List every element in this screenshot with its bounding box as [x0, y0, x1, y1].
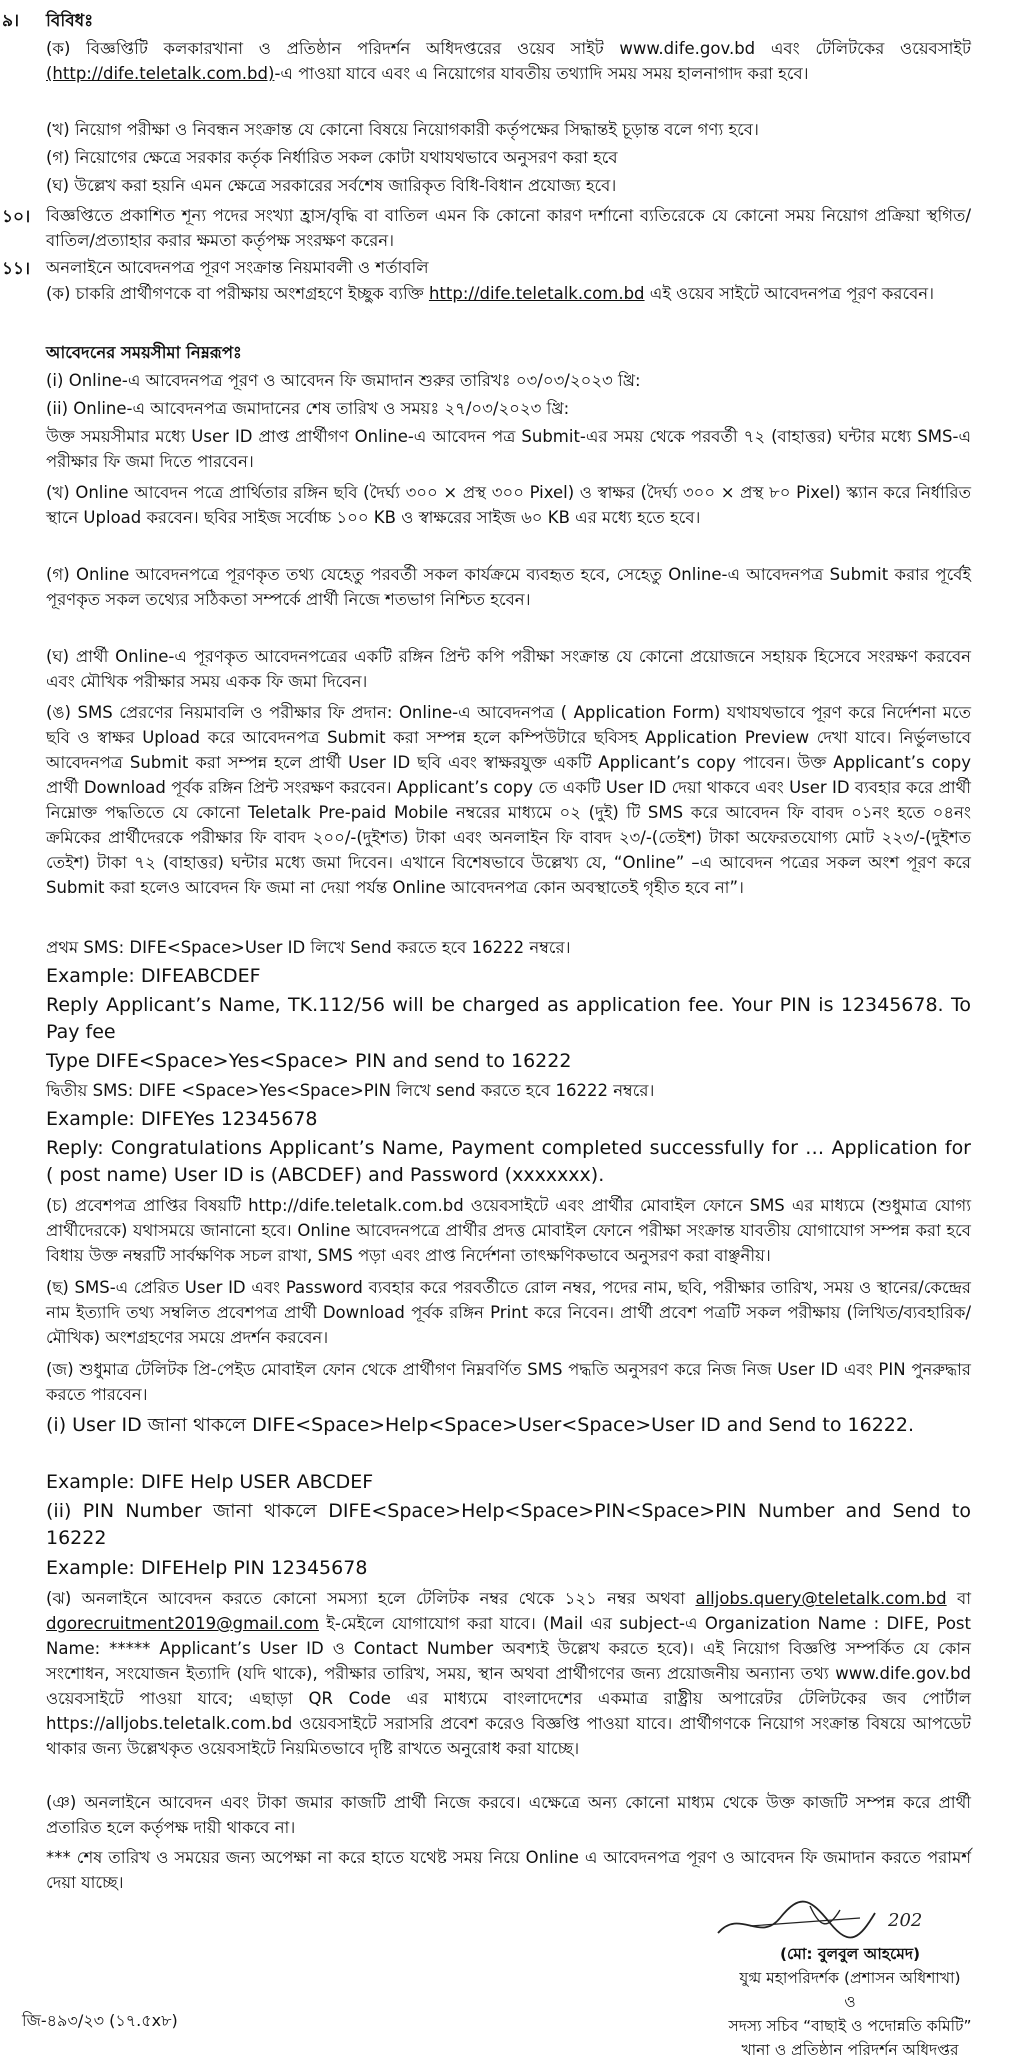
clause-9-ka: [46, 36, 971, 86]
clause-11-jha-mid: বা: [946, 1589, 971, 1608]
clause-11-jha-text-a: (ঝ) অনলাইনে আবেদন করতে কোনো সমস্যা হলে টেলিটক নম্বর থেকে ১২১ নম্বর অথবা: [46, 1589, 696, 1608]
clause-11-ka-text-a: (ক) চাকরি প্রার্থীগণকে বা পরীক্ষায় অংশগ্রহণে ইচ্ছুক ব্যক্তি: [46, 284, 429, 303]
timeline-end: (ii) Online-এ আবেদনপত্র জমাদানের শেষ তারিখ ও সময়ঃ ২৭/০৩/২০২৩ খ্রি:: [46, 399, 570, 418]
clause-9-kha: (খ) নিয়োগ পরীক্ষা ও নিবন্ধন সংক্রান্ত যে কোনো বিষয়ে নিয়োগকারী কর্তৃপক্ষের সিদ্ধান্তই চূড়ান্ত বলে গণ্য হবে।: [46, 120, 759, 139]
sms-reply-2: Reply: Congratulations Applicant’s Name, Payment completed successfully for … Application for ( post name) User ID is (ABCDEF) and Password (xxxxxxx).: [46, 1137, 971, 1186]
section-10-number: ১০।: [2, 207, 31, 227]
clause-11-kha: (খ) Online আবেদন পত্রে প্রার্থিতার রঙ্গিন ছবি (দৈর্ঘ্য ৩০০ × প্রস্থ ৩০০ Pixel) ও স্বাক্ষর (দৈর্ঘ্য ৩০০ × প্রস্থ ৮০ Pixel) স্ক্যান করে নির্ধারিত স্থানে Upload করবেন। ছবির সাইজ সর্বোচ্চ ১০০ KB ও স্বাক্ষরের সাইজ ৬০ KB এর মধ্যে হতে হবে।: [46, 483, 971, 527]
closing-advice: *** শেষ তারিখ ও সময়ের জন্য অপেক্ষা না করে হাতে যথেষ্ট সময় নিয়ে Online এ আবেদনপত্র পূরণ ও আবেদন ফি জমাদান করতে পরামর্শ দেয়া যাচ্ছে।: [46, 1848, 971, 1892]
section-11-number: ১১।: [2, 259, 31, 279]
teletalk-link-1[interactable]: (http://dife.teletalk.com.bd): [46, 64, 275, 83]
recover-user-id: (i) User ID জানা থাকলে DIFE<Space>Help<Space>User<Space>User ID and Send to 16222.: [46, 1414, 915, 1436]
sms-example-2: Example: DIFEYes 12345678: [46, 1108, 318, 1130]
recover-pin: (ii) PIN Number জানা থাকলে DIFE<Space>Help<Space>PIN<Space>PIN Number and Send to 16222: [46, 1500, 971, 1549]
clause-11-cha: (চ) প্রবেশপত্র প্রাপ্তির বিষয়টি http://dife.teletalk.com.bd ওয়েবসাইটে এবং প্রার্থীর মোবাইল ফোনে SMS এর মাধ্যমে (শুধুমাত্র যোগ্য প্রার্থীদেরকে) যথাসময়ে জানানো হবে। Online আবেদনপত্রে প্রার্থীর প্রদত্ত মোবাইল ফোনে পরীক্ষা সংক্রান্ত যাবতীয় যোগাযোগ সম্পন্ন করা হবে বিধায় উক্ত নম্বরটি সার্বক্ষণিক সচল রাখা, SMS পড়া এবং প্রাপ্ত নির্দেশনা তাৎক্ষণিকভাবে অনুসরণ করা বাঞ্ছনীয়।: [46, 1196, 971, 1265]
timeline-note: উক্ত সময়সীমার মধ্যে User ID প্রাপ্ত প্রার্থীগণ Online-এ আবেদন পত্র Submit-এর সময় থেকে পরবর্তী ৭২ (বাহাত্তর) ঘন্টার মধ্যে SMS-এ পরীক্ষার ফি জমা দিতে পারবেন।: [46, 427, 971, 471]
clause-11-uma: (ঙ) SMS প্রেরণের নিয়মাবলি ও পরীক্ষার ফি প্রদান: Online-এ আবেদনপত্র ( Application Form) যথাযথভাবে পূরণ করে নির্দেশনা মতে ছবি ও স্বাক্ষর Upload করে আবেদনপত্র Submit করা সম্পন্ন হলে কম্পিউটারে ছবিসহ Application Preview দেখা যাবে। নির্ভুলভাবে আবেদনপত্র Submit করা সম্পন্ন হলে প্রার্থী User ID ছবি এবং স্বাক্ষরযুক্ত একটি Applicant’s copy পাবেন। উক্ত Applicant’s copy প্রার্থী Download পূর্বক রঙ্গিন প্রিন্ট সংরক্ষণ করবেন। Applicant’s copy তে একটি User ID দেয়া থাকবে এবং User ID ব্যবহার করে প্রার্থী নিম্নোক্ত পদ্ধতিতে যে কোনো Teletalk Pre-paid Mobile নম্বরের মাধ্যমে ০২ (দুই) টি SMS করে আবেদন ফি বাবদ ০১নং হতে ০৪নং ক্রমিকের প্রার্থীদেরকে পরীক্ষার ফি বাবদ ২০০/-(দুইশত) টাকা এবং অনলাইন ফি বাবদ ২৩/-(তেইশ) টাকা অফেরতযোগ্য মোট ২২৩/-(দুইশত তেইশ) টাকা ৭২ (বাহাত্তর) ঘন্টার মধ্যে জমা দিবেন। এখানে বিশেষভাবে উল্লেখ্য যে, “Online” –এ আবেদন পত্রের সকল অংশ পূরণ করে Submit করা হলেও আবেদন ফি জমা না দেয়া পর্যন্ত Online আবেদনপত্র কোন অবস্থাতেই গৃহীত হবে না”।: [46, 703, 971, 897]
section-9-title: বিবিধঃ: [46, 11, 94, 31]
signature-block: [700, 1942, 1000, 2062]
signatory-title-3: খানা ও প্রতিষ্ঠান পরিদর্শন অধিদপ্তর: [741, 2041, 959, 2059]
clause-11-nya: (ঞ) অনলাইনে আবেদন এবং টাকা জমার কাজটি প্রার্থী নিজে করবে। এক্ষেত্রে অন্য কোনো মাধ্যম থেকে উক্ত কাজটি সম্পন্ন করে প্রার্থী প্রতারিত হলে কর্তৃপক্ষ দায়ী থাকবে না।: [46, 1793, 971, 1837]
section-11-title: অনলাইনে আবেদনপত্র পূরণ সংক্রান্ত নিয়মাবলী ও শর্তাবলি: [46, 258, 429, 277]
clause-9-gha: (ঘ) উল্লেখ করা হয়নি এমন ক্ষেত্রে সরকারের সর্বশেষ জারিকৃত বিধি-বিধান প্রযোজ্য হবে।: [46, 176, 617, 195]
clause-11-ja: (জ) শুধুমাত্র টেলিটক প্রি-পেইড মোবাইল ফোন থেকে প্রার্থীগণ নিম্নবর্ণিত SMS পদ্ধতি অনুসরণ করে নিজ নিজ User ID এবং PIN পুনরুদ্ধার করতে পারবেন।: [46, 1360, 971, 1404]
timeline-title: আবেদনের সময়সীমা নিম্নরূপঃ: [46, 343, 242, 362]
reference-number: জি-৪৯৩/২৩ (১৭.৫x৮): [22, 2011, 178, 2030]
clause-11-ga: (গ) Online আবেদনপত্রে পূরণকৃত তথ্য যেহেতু পরবর্তী সকল কার্যক্রমে ব্যবহৃত হবে, সেহেতু Online-এ আবেদনপত্র Submit করার পূর্বেই পূরণকৃত সকল তথ্যের সঠিকতা সম্পর্কে প্রার্থী নিজে শতভাগ নিশ্চিত হবেন।: [46, 565, 971, 609]
clause-11-chha: (ছ) SMS-এ প্রেরিত User ID এবং Password ব্যবহার করে পরবর্তীতে রোল নম্বর, পদের নাম, ছবি, পরীক্ষার তারিখ, সময় ও স্থানের/কেন্দ্রের নাম ইত্যাদি তথ্য সম্বলিত প্রবেশপত্র প্রার্থী Download পূর্বক রঙ্গিন Print করে নিবেন। প্রার্থী প্রবেশ পত্রটি সকল পরীক্ষায় (লিখিত/ব্যবহারিক/মৌখিক) অংশগ্রহণের সময়ে প্রদর্শন করবেন।: [46, 1278, 971, 1347]
sms-example-1: Example: DIFEABCDEF: [46, 965, 261, 987]
signatory-and: ও: [844, 1993, 856, 2011]
clause-9-ka-text-b: -এ পাওয়া যাবে এবং এ নিয়োগের যাবতীয় তথ্যাদি সময় সময় হালনাগাদ করা হবে।: [274, 64, 809, 83]
recover-user-id-example: Example: DIFE Help USER ABCDEF: [46, 1471, 374, 1493]
sms-reply-1: Reply Applicant’s Name, TK.112/56 will be charged as application fee. Your PIN is 12345678. To Pay fee: [46, 994, 971, 1043]
signatory-name: (মো: বুলবুল আহমেদ): [779, 1945, 921, 1963]
recover-pin-example: Example: DIFEHelp PIN 12345678: [46, 1557, 368, 1579]
clause-11-ka-text-b: এই ওয়েব সাইটে আবেদনপত্র পূরণ করবেন।: [644, 284, 935, 303]
clause-11-ka: [46, 281, 971, 306]
clause-11-jha: [46, 1586, 971, 1761]
section-10-text: বিজ্ঞপ্তিতে প্রকাশিত শূন্য পদের সংখ্যা হ্রাস/বৃদ্ধি বা বাতিল এমন কি কোনো কারণ দর্শানো ব্যতিরেকে যে কোনো সময় নিয়োগ প্রক্রিয়া স্থগিত/বাতিল/প্রত্যাহার করার ক্ষমতা কর্তৃপক্ষ সংরক্ষণ করেন।: [46, 206, 971, 250]
sms-first: প্রথম SMS: DIFE<Space>User ID লিখে Send করতে হবে 16222 নম্বরে।: [46, 938, 571, 957]
section-9-number: ৯।: [2, 11, 20, 31]
clause-11-jha-text-b: ই-মেইলে যোগাযোগ করা যাবে। (Mail এর subject-এ Organization Name : DIFE, Post Name: ***** Applicant’s User ID ও Contact Number অবশ্যই উল্লেখ করতে হবে)। এই নিয়োগ বিজ্ঞপ্তি সম্পর্কিত যে কোন সংশোধন, সংযোজন ইত্যাদি (যদি থাকে), পরীক্ষার তারিখ, সময়, স্থান অথবা প্রার্থীগণের জন্য প্রয়োজনীয় অন্যান্য তথ্য www.dife.gov.bd ওয়েবসাইটে পাওয়া যাবে; এছাড়া QR Code এর মাধ্যমে বাংলাদেশের একমাত্র রাষ্ট্রীয় অপারেটর টেলিটকের জব পোর্টাল https://alljobs.teletalk.com.bd ওয়েবসাইটে সরাসরি প্রবেশ করেও বিজ্ঞপ্তি পাওয়া যাবে। প্রার্থীগণকে নিয়োগ সংক্রান্ত বিষয়ে আপডেট থাকার জন্য উল্লেখকৃত ওয়েবসাইটে নিয়মিতভাবে দৃষ্টি রাখতে অনুরোধ করা যাচ্ছে।: [46, 1614, 971, 1758]
email-link-teletalk[interactable]: alljobs.query@teletalk.com.bd: [695, 1589, 947, 1608]
clause-9-ka-text-a: (ক) বিজ্ঞপ্তিটি কলকারখানা ও প্রতিষ্ঠান পরিদর্শন অধিদপ্তরের ওয়েব সাইট www.dife.gov.bd এবং টেলিটকের ওয়েবসাইট: [46, 39, 971, 58]
signature-image: [710, 1888, 940, 1948]
email-link-dgo[interactable]: dgorecruitment2019@gmail.com: [46, 1614, 319, 1633]
sms-second: দ্বিতীয় SMS: DIFE <Space>Yes<Space>PIN লিখে send করতে হবে 16222 নম্বরে।: [46, 1081, 655, 1100]
clause-9-ga: (গ) নিয়োগের ক্ষেত্রে সরকার কর্তৃক নির্ধারিত সকল কোটা যথাযথভাবে অনুসরণ করা হবে: [46, 148, 618, 167]
teletalk-link-2[interactable]: http://dife.teletalk.com.bd: [428, 284, 645, 303]
sms-type-instruction: Type DIFE<Space>Yes<Space> PIN and send to 16222: [46, 1050, 572, 1072]
signatory-title-2: সদস্য সচিব “বাছাই ও পদোন্নতি কমিটি”: [728, 2017, 972, 2035]
timeline-start: (i) Online-এ আবেদনপত্র পূরণ ও আবেদন ফি জমাদান শুরুর তারিখঃ ০৩/০৩/২০২৩ খ্রি:: [46, 371, 641, 390]
clause-11-gha: (ঘ) প্রার্থী Online-এ পূরণকৃত আবেদনপত্রের একটি রঙ্গিন প্রিন্ট কপি পরীক্ষা সংক্রান্ত যে কোনো প্রয়োজনে সহায়ক হিসেবে সংরক্ষণ করবেন এবং মৌখিক পরীক্ষার সময় একক ফি জমা দিবেন।: [46, 647, 971, 691]
signature-date-scribble: 202: [888, 1910, 923, 1931]
signatory-title-1: যুগ্ম মহাপরিদর্শক (প্রশাসন অধিশাখা): [739, 1969, 961, 1987]
